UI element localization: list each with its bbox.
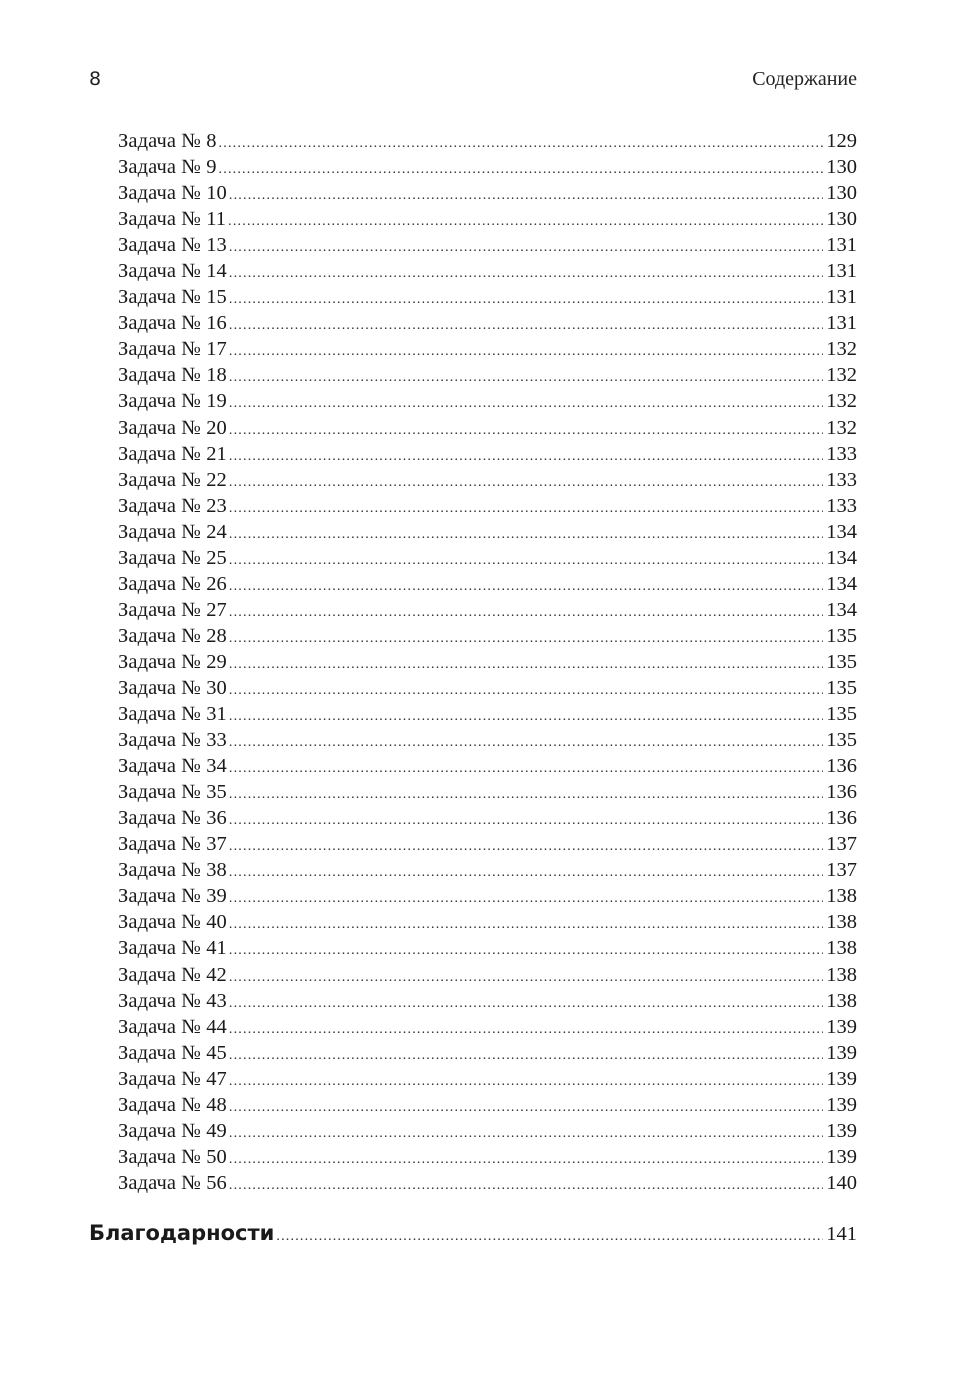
toc-entry-label: Задача № 30 — [118, 676, 227, 699]
toc-entry-page: 130 — [826, 156, 857, 179]
toc-entry[interactable] — [118, 441, 857, 467]
toc-entry-page: 135 — [826, 703, 857, 726]
toc-entry[interactable] — [118, 1014, 857, 1040]
toc-entry-page: 134 — [826, 598, 857, 621]
toc-entry[interactable] — [118, 310, 857, 336]
toc-leader-dots — [229, 756, 823, 782]
toc-entry-page: 131 — [826, 312, 857, 335]
toc-leader-dots — [229, 912, 823, 938]
toc-entry-label: Задача № 34 — [118, 755, 227, 778]
toc-entry-label: Задача № 10 — [118, 182, 227, 205]
toc-entry-page: 136 — [826, 807, 857, 830]
toc-entry-page: 138 — [826, 963, 857, 986]
toc-leader-dots — [229, 522, 823, 548]
toc-entry-label: Задача № 41 — [118, 937, 227, 960]
toc-entry[interactable] — [118, 362, 857, 388]
toc-entry-label: Задача № 23 — [118, 494, 227, 517]
toc-entry-label: Задача № 50 — [118, 1145, 227, 1168]
toc-leader-dots — [229, 470, 823, 496]
toc-leader-dots — [219, 131, 824, 157]
toc-leader-dots — [229, 261, 823, 287]
toc-entry[interactable] — [118, 415, 857, 441]
toc-entry[interactable] — [118, 1092, 857, 1118]
toc-entry-label: Задача № 38 — [118, 859, 227, 882]
toc-entry-label: Задача № 9 — [118, 156, 217, 179]
toc-leader-dots — [229, 1121, 823, 1147]
toc-entry[interactable] — [118, 805, 857, 831]
toc-entry-label: Задача № 45 — [118, 1041, 227, 1064]
toc-entry-label: Задача № 27 — [118, 598, 227, 621]
toc-entry-page: 136 — [826, 755, 857, 778]
toc-entry-label: Задача № 17 — [118, 338, 227, 361]
toc-entry[interactable] — [118, 727, 857, 753]
toc-leader-dots — [229, 1147, 823, 1173]
toc-entry[interactable] — [118, 649, 857, 675]
toc-entry-label: Задача № 47 — [118, 1067, 227, 1090]
toc-leader-dots — [229, 991, 823, 1017]
toc-entry-label: Задача № 24 — [118, 520, 227, 543]
toc-leader-dots — [229, 574, 823, 600]
toc-entry-page: 132 — [826, 416, 857, 439]
toc-leader-dots — [219, 157, 824, 183]
toc-leader-dots — [276, 1229, 823, 1245]
toc-entry[interactable] — [118, 935, 857, 961]
toc-entry-page: 141 — [826, 1223, 857, 1245]
toc-entry[interactable] — [118, 154, 857, 180]
toc-leader-dots — [229, 287, 823, 313]
toc-entry-label: Задача № 21 — [118, 442, 227, 465]
toc-entry-label: Задача № 37 — [118, 833, 227, 856]
toc-entry-page: 131 — [826, 286, 857, 309]
toc-entry-page: 139 — [826, 1093, 857, 1116]
toc-leader-dots — [229, 886, 823, 912]
toc-leader-dots — [229, 704, 823, 730]
toc-leader-dots — [229, 938, 823, 964]
toc-entry[interactable] — [118, 128, 857, 154]
toc-entry-page: 139 — [826, 1119, 857, 1142]
toc-entry-page: 135 — [826, 729, 857, 752]
toc-leader-dots — [229, 600, 823, 626]
toc-entry-label: Задача № 33 — [118, 729, 227, 752]
toc-leader-dots — [229, 1069, 823, 1095]
toc-leader-dots — [229, 365, 823, 391]
toc-entry-label: Задача № 11 — [118, 208, 227, 231]
toc-entry-label: Задача № 29 — [118, 650, 227, 673]
toc-entry-page: 138 — [826, 911, 857, 934]
toc-entry-label: Задача № 15 — [118, 286, 227, 309]
toc-entry-page: 131 — [826, 234, 857, 257]
toc-entry[interactable] — [118, 284, 857, 310]
toc-entry-label: Задача № 40 — [118, 911, 227, 934]
toc-leader-dots — [229, 183, 823, 209]
toc-leader-dots — [229, 1173, 823, 1199]
toc-entry-label: Благодарности — [89, 1221, 275, 1245]
toc-entry-label: Задача № 25 — [118, 546, 227, 569]
toc-entry[interactable] — [118, 571, 857, 597]
toc-entry[interactable] — [118, 336, 857, 362]
toc-entry-page: 137 — [826, 859, 857, 882]
toc-leader-dots — [229, 339, 823, 365]
toc-entry-page: 130 — [826, 208, 857, 231]
running-header — [89, 68, 857, 98]
toc-entry-page: 129 — [826, 130, 857, 152]
toc-entry-label: Задача № 35 — [118, 781, 227, 804]
toc-entry[interactable] — [118, 831, 857, 857]
toc-entry-label: Задача № 26 — [118, 572, 227, 595]
toc-entry[interactable] — [118, 753, 857, 779]
toc-entry-label: Задача № 39 — [118, 885, 227, 908]
toc-leader-dots — [229, 834, 823, 860]
toc-entry[interactable] — [118, 1144, 857, 1170]
toc-entry-label: Задача № 20 — [118, 416, 227, 439]
toc-leader-dots — [229, 1017, 823, 1043]
toc-entry-page: 132 — [826, 390, 857, 413]
toc-entry-page: 140 — [826, 1171, 857, 1194]
toc-entry-page: 134 — [826, 546, 857, 569]
toc-leader-dots — [229, 444, 823, 470]
toc-entry-page: 139 — [826, 1067, 857, 1090]
toc-entry-acknowledgements[interactable] — [89, 1221, 857, 1246]
toc-entry-label: Задача № 31 — [118, 703, 227, 726]
toc-entry-page: 134 — [826, 572, 857, 595]
toc-entry[interactable] — [118, 597, 857, 623]
toc-entry[interactable] — [118, 675, 857, 701]
toc-entry[interactable] — [118, 1066, 857, 1092]
toc-entry-page: 130 — [826, 182, 857, 205]
toc-entry-page: 133 — [826, 442, 857, 465]
toc-entry-page: 135 — [826, 676, 857, 699]
toc-entry-page: 135 — [826, 624, 857, 647]
toc-leader-dots — [229, 235, 823, 261]
toc-entry-label: Задача № 22 — [118, 468, 227, 491]
toc-entry-page: 137 — [826, 833, 857, 856]
toc-entry[interactable] — [118, 623, 857, 649]
toc-entry-label: Задача № 28 — [118, 624, 227, 647]
toc-entry-page: 136 — [826, 781, 857, 804]
toc-leader-dots — [229, 652, 823, 678]
toc-entry-label: Задача № 19 — [118, 390, 227, 413]
toc-entry-page: 133 — [826, 468, 857, 491]
toc-entry-page: 139 — [826, 1015, 857, 1038]
toc-entry[interactable] — [118, 519, 857, 545]
toc-leader-dots — [229, 418, 823, 444]
toc-leader-dots — [229, 391, 823, 417]
toc-entry[interactable] — [118, 1118, 857, 1144]
toc-entry-page: 139 — [826, 1145, 857, 1168]
toc-entry-label: Задача № 49 — [118, 1119, 227, 1142]
toc-entry-label: Задача № 13 — [118, 234, 227, 257]
toc-entry[interactable] — [118, 467, 857, 493]
toc-entry[interactable] — [118, 883, 857, 909]
toc-entry-label: Задача № 16 — [118, 312, 227, 335]
toc-entry[interactable] — [118, 545, 857, 571]
toc-entry-page: 139 — [826, 1041, 857, 1064]
toc-entry-label: Задача № 42 — [118, 963, 227, 986]
toc-entry-page: 135 — [826, 650, 857, 673]
toc-entry-label: Задача № 56 — [118, 1171, 227, 1194]
toc-leader-dots — [229, 548, 823, 574]
toc-leader-dots — [228, 209, 823, 235]
table-of-contents — [118, 128, 857, 1196]
toc-entry[interactable] — [118, 701, 857, 727]
toc-entry[interactable] — [118, 909, 857, 935]
toc-leader-dots — [229, 782, 823, 808]
toc-entry[interactable] — [118, 180, 857, 206]
toc-entry[interactable] — [118, 232, 857, 258]
toc-entry[interactable] — [118, 258, 857, 284]
toc-leader-dots — [229, 730, 823, 756]
toc-entry[interactable] — [118, 779, 857, 805]
toc-leader-dots — [229, 678, 823, 704]
toc-entry-page: 132 — [826, 364, 857, 387]
toc-entry-page: 138 — [826, 885, 857, 908]
toc-entry-page: 132 — [826, 338, 857, 361]
page-number: 8 — [89, 68, 102, 90]
toc-entry-page: 138 — [826, 989, 857, 1012]
toc-entry[interactable] — [118, 988, 857, 1014]
toc-leader-dots — [229, 1095, 823, 1121]
toc-leader-dots — [229, 626, 823, 652]
toc-entry[interactable] — [118, 493, 857, 519]
toc-entry-page: 138 — [826, 937, 857, 960]
toc-entry-label: Задача № 43 — [118, 989, 227, 1012]
toc-entry[interactable] — [118, 388, 857, 414]
toc-leader-dots — [229, 1043, 823, 1069]
toc-entry[interactable] — [118, 206, 857, 232]
toc-entry-label: Задача № 18 — [118, 364, 227, 387]
toc-entry-label: Задача № 48 — [118, 1093, 227, 1116]
toc-leader-dots — [229, 808, 823, 834]
toc-entry-label: Задача № 36 — [118, 807, 227, 830]
toc-entry[interactable] — [118, 1170, 857, 1196]
toc-entry[interactable] — [118, 962, 857, 988]
toc-entry-page: 131 — [826, 260, 857, 283]
toc-leader-dots — [229, 496, 823, 522]
toc-entry-label: Задача № 44 — [118, 1015, 227, 1038]
toc-entry[interactable] — [118, 857, 857, 883]
toc-entry[interactable] — [118, 1040, 857, 1066]
toc-entry-page: 134 — [826, 520, 857, 543]
toc-entry-page: 133 — [826, 494, 857, 517]
toc-entry-label: Задача № 8 — [118, 130, 217, 152]
toc-leader-dots — [229, 965, 823, 991]
section-title: Содержание — [752, 68, 857, 90]
toc-leader-dots — [229, 860, 823, 886]
toc-leader-dots — [229, 313, 823, 339]
toc-entry-label: Задача № 14 — [118, 260, 227, 283]
